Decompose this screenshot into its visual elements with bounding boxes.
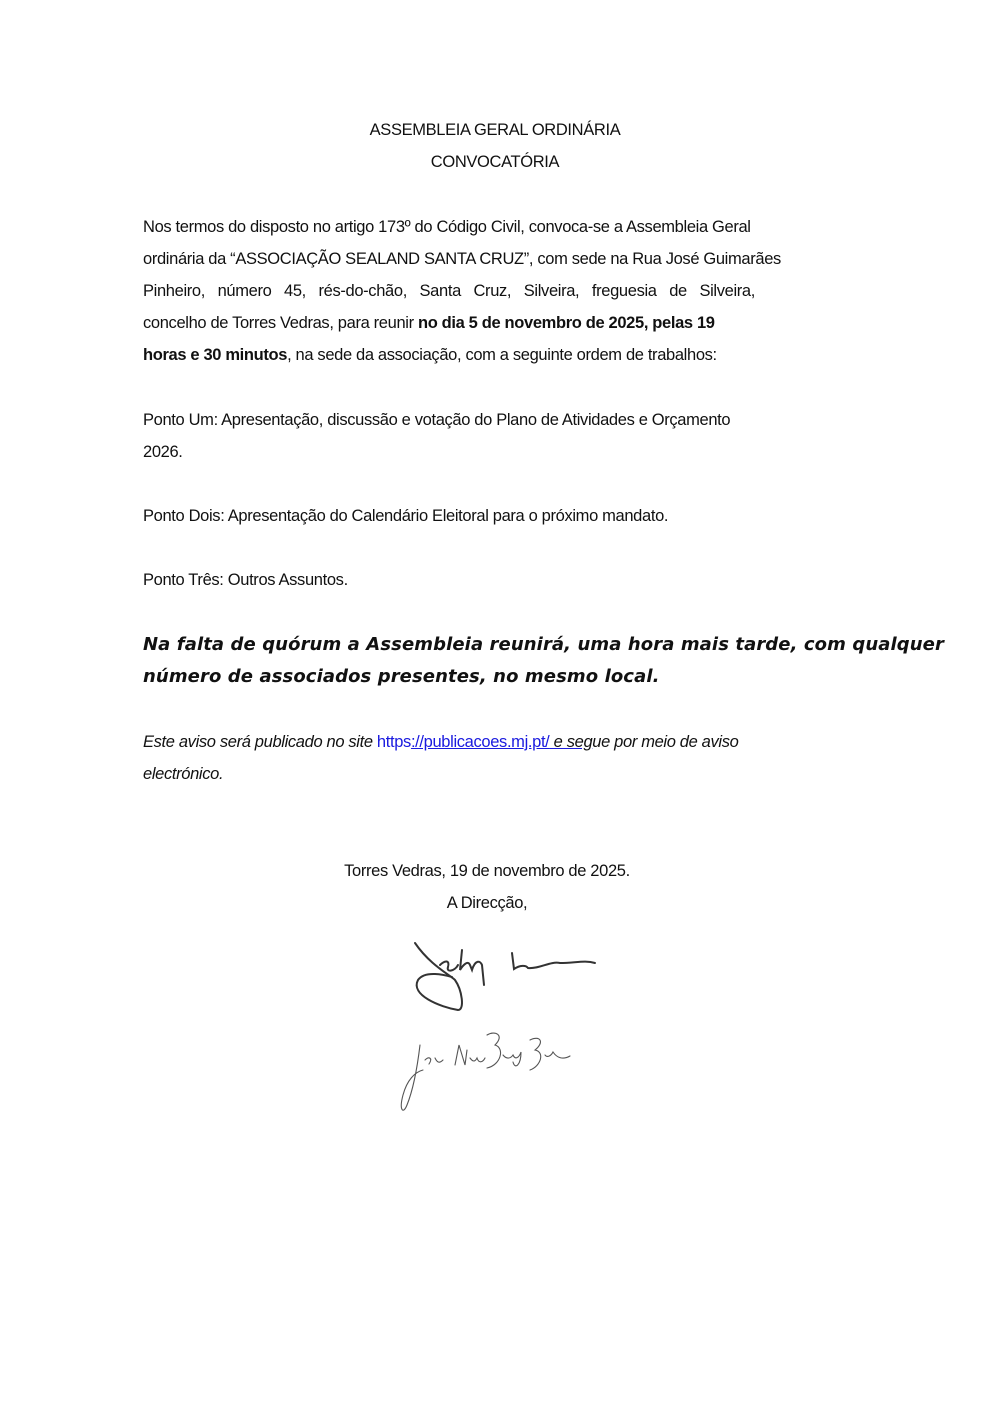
signature-2 [395, 1030, 585, 1120]
meeting-time: horas e 30 minutos [143, 346, 288, 364]
intro-line [143, 313, 715, 333]
agenda-item-1-cont: 2026. [143, 443, 183, 461]
publication-link[interactable]: https://publicacoes.mj.pt/ [376, 733, 550, 751]
publication-notice [143, 732, 738, 752]
intro-text: concelho de Torres Vedras, para reunir [143, 314, 418, 332]
publication-text: ue por meio de aviso [592, 733, 739, 751]
intro-text: , na sede da associação, com a seguinte ordem de trabalhos: [287, 346, 717, 364]
intro-line: Pinheiro, número 45, rés-do-chão, Santa Cruz, Silveira, freguesia de Silveira, [143, 282, 755, 300]
agenda-item-1: Ponto Um: Apresentação, discussão e votação do Plano de Atividades e Orçamento [143, 411, 731, 429]
intro-line: ordinária da “ASSOCIAÇÃO SEALAND SANTA CRUZ”, com sede na Rua José Guimarães [143, 250, 781, 268]
place-date: Torres Vedras, 19 de novembro de 2025. [344, 862, 630, 880]
agenda-item-2: Ponto Dois: Apresentação do Calendário Eleitoral para o próximo mandato. [143, 507, 669, 525]
signature-1 [400, 935, 610, 1020]
publication-text: e seg [549, 733, 593, 751]
intro-line: Nos termos do disposto no artigo 173º do Código Civil, convoca-se a Assembleia Geral [143, 218, 751, 236]
document-subtitle: CONVOCATÓRIA [430, 153, 560, 171]
agenda-item-3: Ponto Três: Outros Assuntos. [143, 571, 348, 589]
document-title: ASSEMBLEIA GERAL ORDINÁRIA [369, 121, 621, 139]
publication-text: Este aviso será publicado no site [143, 733, 377, 751]
publication-notice-cont: electrónico. [143, 765, 224, 783]
signatory: A Direcção, [446, 894, 528, 912]
quorum-notice: Na falta de quórum a Assembleia reunirá, uma hora mais tarde, com qualquer [143, 634, 944, 655]
quorum-notice: número de associados presentes, no mesmo local. [143, 666, 660, 687]
intro-line [143, 345, 717, 365]
meeting-date: no dia 5 de novembro de 2025, pelas 19 [417, 314, 715, 332]
